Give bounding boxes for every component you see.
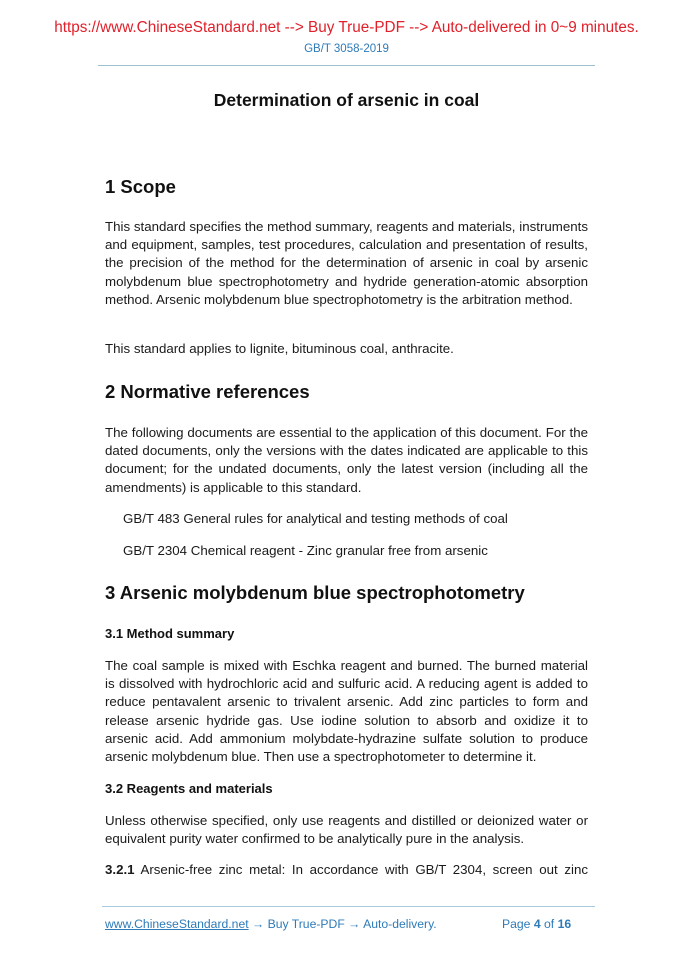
footer-divider: [102, 906, 595, 907]
normative-paragraph: The following documents are essential to the application of this document. For the dated documents, only the versions with the dates indicated are applicable to this document; for the undated documents, only the latest version (including all the amendments) is applicable to this standard.: [105, 425, 588, 495]
clause-text: [105, 861, 588, 879]
reference-item-wrap: [105, 542, 588, 560]
section-heading: 1 Scope: [105, 176, 176, 197]
reagents-paragraph: Unless otherwise specified, only use reagents and distilled or deionized water or equivalent purity water confirmed to be analytically pure in the analysis.: [105, 813, 588, 847]
subsection-reagents: [105, 781, 588, 797]
standard-code: GB/T 3058-2019: [304, 43, 389, 55]
page-indicator: [502, 917, 571, 932]
scope-paragraph-2-wrap: [105, 340, 588, 358]
scope-applicability-paragraph: This standard applies to lignite, bituminous coal, anthracite.: [105, 341, 454, 356]
method-summary-paragraph: The coal sample is mixed with Eschka reagent and burned. The burned material is dissolved with hydrochloric acid and sulfuric acid. A reducing agent is added to reduce pentavalent arsenic to trivalent arsenic. Add zinc particles to form and release arsenic hydride gas. Use iodine solution to absorb and oxidize it to arsenic acid. Add ammonium molybdate-hydrazine sulfate solution to produce arsenic molybdenum blue. Then use a spectrophotometer to determine it.: [105, 658, 588, 765]
scope-paragraph-1-wrap: [105, 218, 588, 309]
reference-item-wrap: [105, 510, 588, 528]
reference-item: GB/T 2304 Chemical reagent - Zinc granular free from arsenic: [123, 543, 488, 558]
section-scope: [105, 176, 588, 198]
reference-item: GB/T 483 General rules for analytical and testing methods of coal: [123, 511, 508, 526]
clause-3-2-1: [105, 861, 588, 879]
section-molybdenum-blue: [105, 582, 588, 604]
clause-body: Arsenic-free zinc metal: In accordance with GB/T 2304, screen out zinc: [134, 862, 588, 877]
scope-paragraph: This standard specifies the method summary, reagents and materials, instruments and equipment, samples, test procedures, calculation and presentation of results, the precision of the method for the determination of arsenic in coal by arsenic molybdenum blue spectrophotometry and hydride generation-atomic absorption method. Arsenic molybdenum blue spectrophotometry is the arbitration method.: [105, 219, 588, 307]
subsection-heading: 3.1 Method summary: [105, 626, 235, 641]
section-normative-references: [105, 381, 588, 403]
section-heading: 2 Normative references: [105, 381, 310, 402]
method-summary-paragraph-wrap: [105, 657, 588, 766]
page-total: 16: [557, 917, 572, 931]
document-title: Determination of arsenic in coal: [213, 90, 480, 110]
page-current: 4: [533, 917, 541, 931]
footer-site-link[interactable]: www.ChineseStandard.net: [105, 917, 249, 931]
clause-number: 3.2.1: [105, 862, 135, 877]
subsection-heading: 3.2 Reagents and materials: [105, 781, 273, 796]
page-label: Page: [502, 917, 531, 931]
header-divider: [98, 65, 595, 66]
promo-banner[interactable]: https://www.ChineseStandard.net --> Buy True-PDF --> Auto-delivered in 0~9 minutes.: [54, 19, 639, 36]
of-label: of: [544, 917, 555, 931]
reagents-paragraph-wrap: [105, 812, 588, 848]
section-heading: 3 Arsenic molybdenum blue spectrophotometry: [105, 582, 525, 603]
footer-promo-text: → Buy True-PDF → Auto-delivery.: [248, 917, 437, 931]
footer-promo: [105, 917, 437, 932]
normative-paragraph-wrap: [105, 424, 588, 497]
subsection-method-summary: [105, 626, 588, 642]
